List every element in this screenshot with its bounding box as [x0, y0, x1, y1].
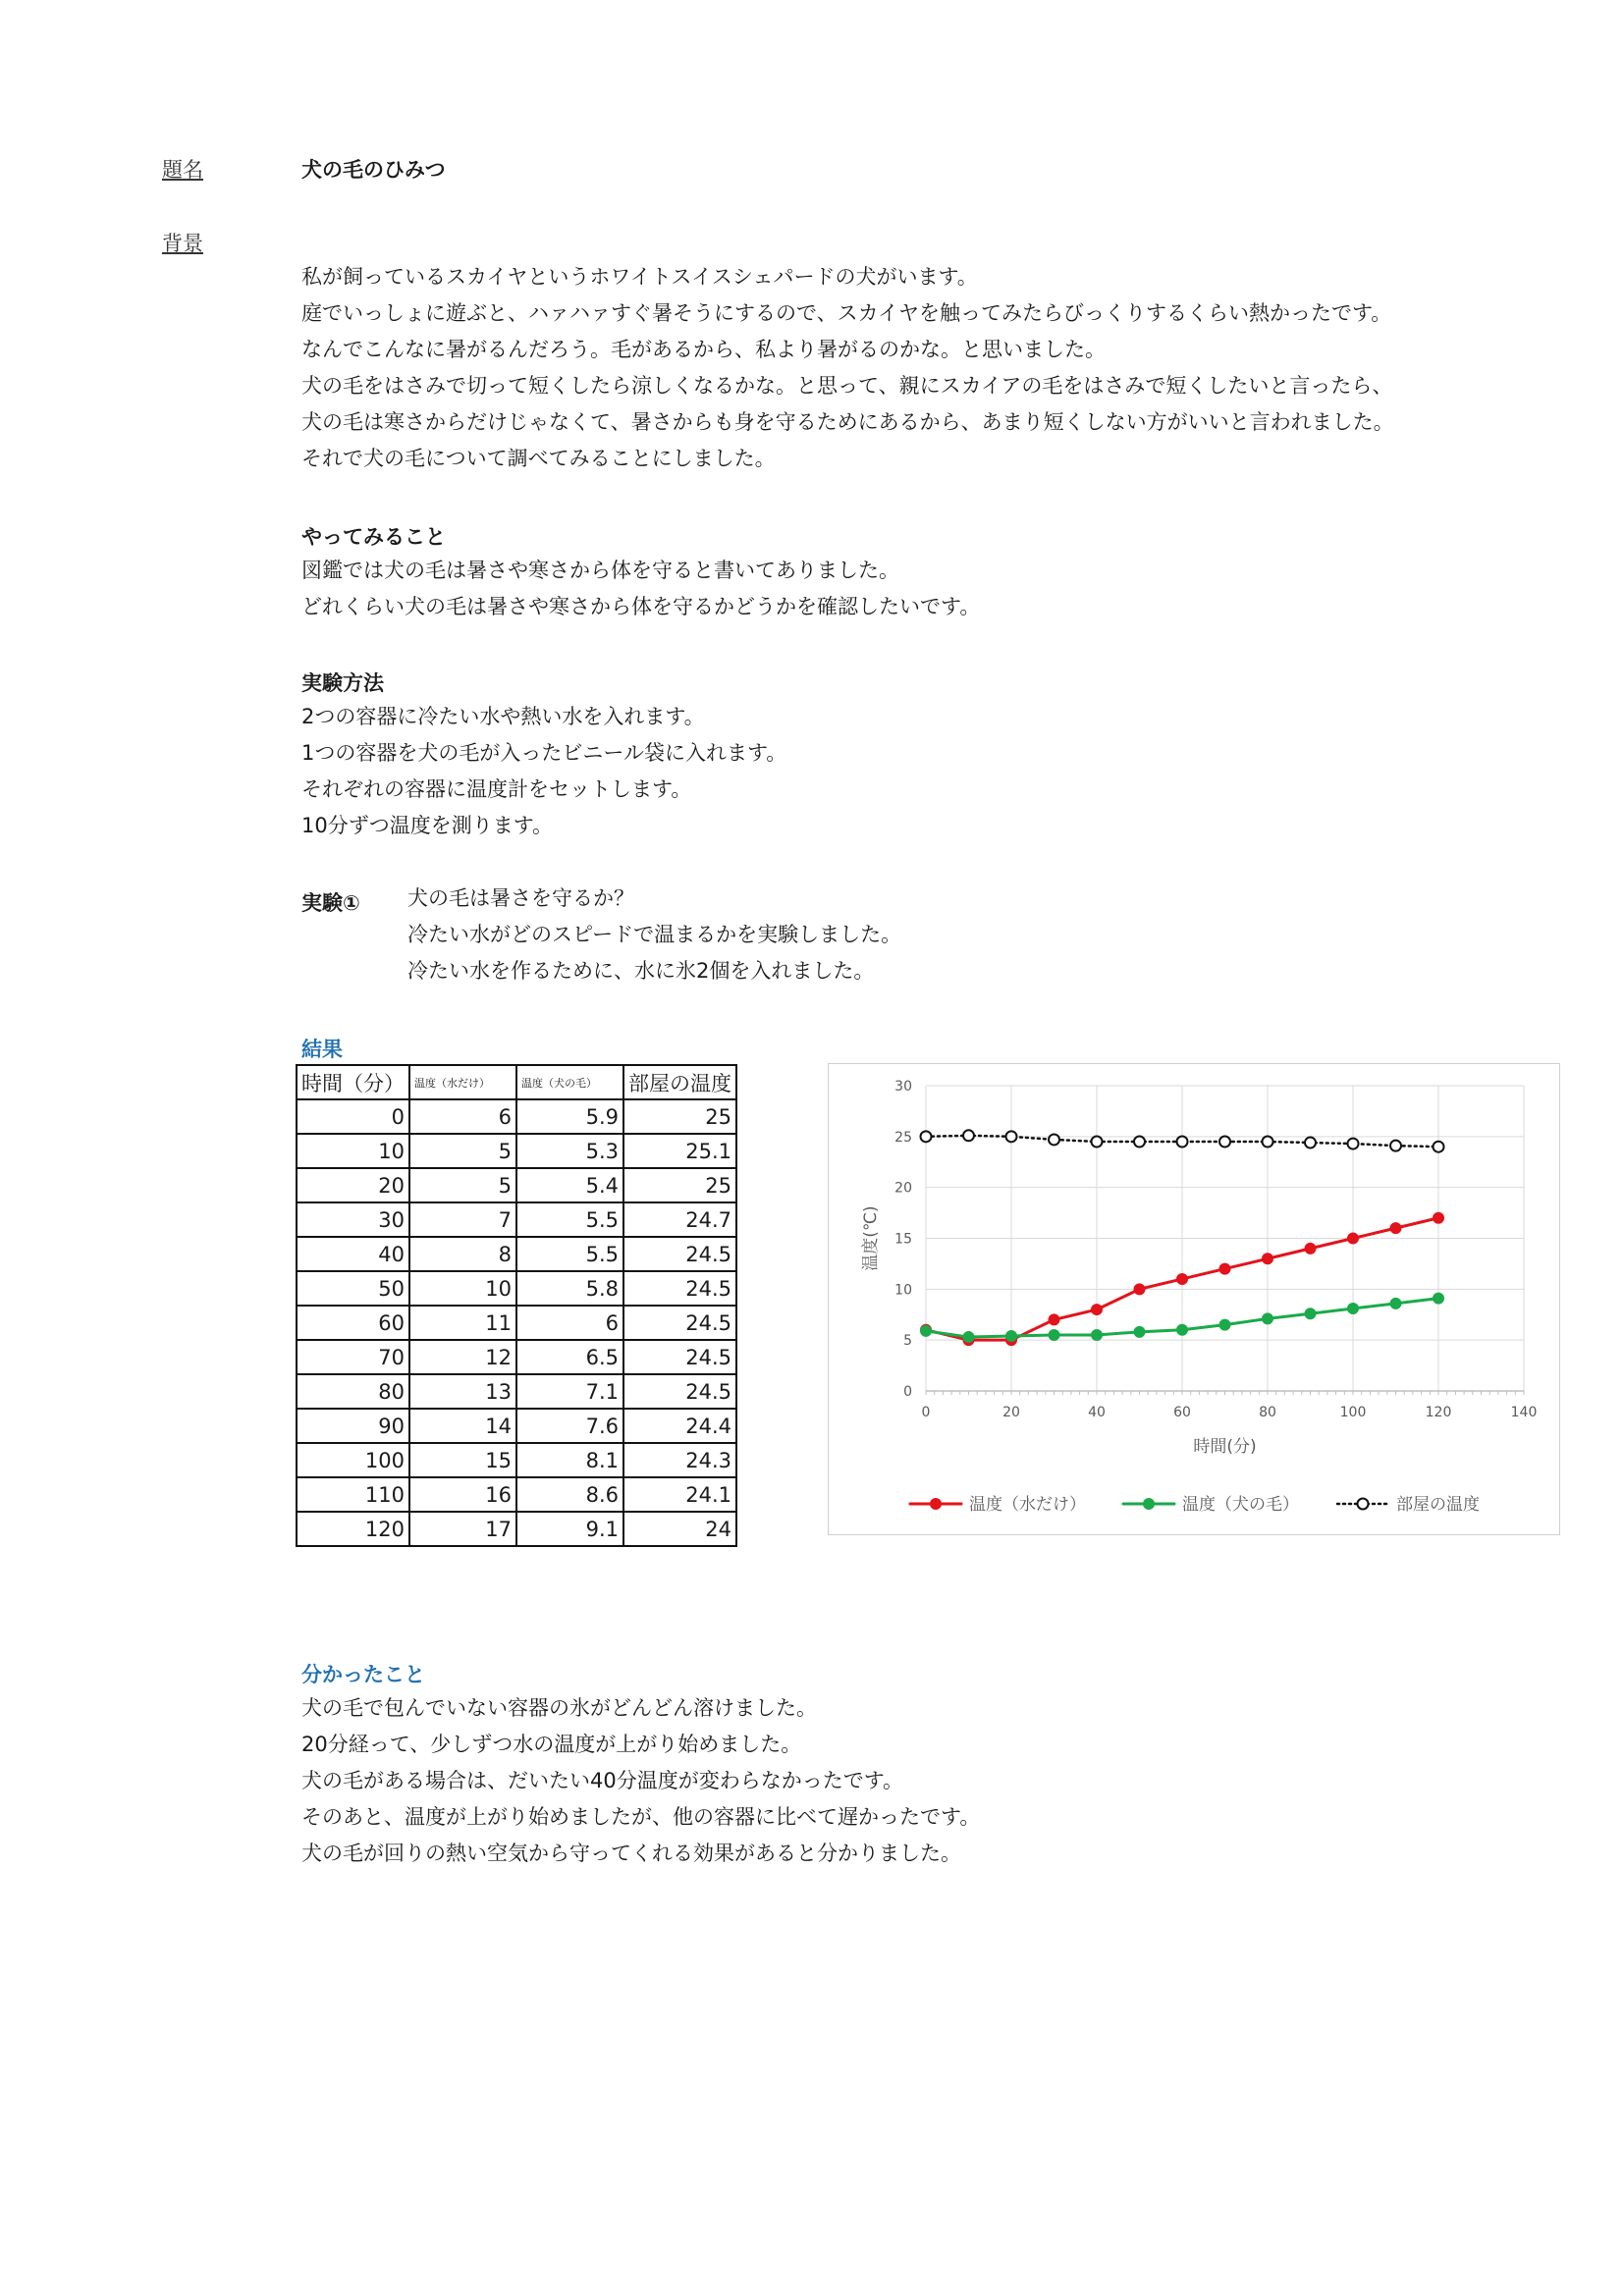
data-point	[1177, 1137, 1188, 1148]
legend-label: 温度（犬の毛）	[1182, 1495, 1299, 1515]
data-point	[1006, 1131, 1017, 1142]
try-line: どれくらい犬の毛は暑さや寒さから体を守るかどうかを確認したいです。	[301, 595, 981, 618]
table-cell: 5.9	[516, 1099, 623, 1134]
table-cell: 13	[409, 1374, 516, 1409]
y-tick-label: 30	[894, 1079, 912, 1095]
table-row	[297, 1340, 736, 1374]
table-cell: 7	[409, 1202, 516, 1237]
experiment-line: 犬の毛は暑さを守るか？	[407, 886, 634, 910]
table-cell: 11	[409, 1306, 516, 1340]
try-text	[301, 553, 980, 625]
background-text	[301, 259, 1394, 477]
x-tick-label: 80	[1259, 1405, 1276, 1420]
table-cell: 110	[297, 1477, 409, 1512]
data-point	[1390, 1223, 1401, 1234]
table-cell: 5	[409, 1134, 516, 1168]
table-row	[297, 1099, 736, 1134]
data-point	[1134, 1326, 1145, 1337]
table-header-row	[297, 1065, 736, 1099]
results-table	[296, 1064, 737, 1547]
x-tick-label: 120	[1425, 1405, 1452, 1420]
findings-line: 犬の毛で包んでいない容器の氷がどんどん溶けました。	[301, 1696, 817, 1720]
table-cell: 10	[297, 1134, 409, 1168]
background-line: なんでこんなに暑がるんだろう。毛があるから、私より暑がるのかな。と思いました。	[301, 338, 1106, 361]
table-cell: 100	[297, 1443, 409, 1477]
legend-marker	[1144, 1499, 1155, 1510]
data-point	[1219, 1319, 1230, 1330]
method-line: それぞれの容器に温度計をセットします。	[301, 777, 692, 801]
data-point	[1305, 1138, 1316, 1148]
table-cell: 5	[409, 1168, 516, 1202]
temperature-chart	[828, 1063, 1560, 1535]
background-line: 犬の毛をはさみで切って短くしたら涼しくなるかな。と思って、親にスカイアの毛をはさみで短くしたいと言ったら、	[301, 374, 1393, 398]
data-point	[1348, 1233, 1359, 1244]
table-row	[297, 1512, 736, 1546]
table-row	[297, 1443, 736, 1477]
data-point	[1305, 1308, 1316, 1319]
page-title: 犬の毛のひみつ	[301, 158, 446, 182]
data-point	[1219, 1137, 1230, 1148]
data-point	[921, 1325, 932, 1336]
data-point	[1134, 1284, 1145, 1295]
y-tick-label: 0	[903, 1384, 912, 1400]
table-row	[297, 1306, 736, 1340]
table-cell: 50	[297, 1271, 409, 1306]
x-axis-title: 時間(分)	[1193, 1437, 1257, 1457]
table-cell: 15	[409, 1443, 516, 1477]
table-cell: 24.5	[623, 1374, 736, 1409]
table-cell: 6	[516, 1306, 623, 1340]
table-cell: 9.1	[516, 1512, 623, 1546]
table-row	[297, 1374, 736, 1409]
table-cell: 7.6	[516, 1409, 623, 1443]
legend-marker	[1358, 1499, 1369, 1510]
data-point	[1348, 1304, 1359, 1314]
table-row	[297, 1409, 736, 1443]
chart-svg	[829, 1064, 1559, 1534]
try-heading: やってみること	[301, 525, 446, 549]
result-heading: 結果	[301, 1038, 343, 1061]
y-tick-label: 25	[894, 1129, 912, 1146]
table-cell: 25	[623, 1168, 736, 1202]
data-point	[1049, 1134, 1059, 1145]
title-label: 題名	[162, 158, 203, 182]
data-point	[1219, 1263, 1230, 1274]
data-point	[1263, 1137, 1273, 1148]
findings-line: そのあと、温度が上がり始めましたが、他の容器に比べて遅かったです。	[301, 1805, 981, 1829]
findings-line: 犬の毛が回りの熱い空気から守ってくれる効果があると分かりました。	[301, 1842, 961, 1865]
y-tick-label: 20	[894, 1180, 912, 1197]
y-tick-label: 15	[894, 1231, 912, 1248]
data-point	[1177, 1273, 1188, 1284]
background-line: 庭でいっしょに遊ぶと、ハァハァすぐ暑そうにするので、スカイヤを触ってみたらびっくりするくらい熱かったです。	[301, 301, 1392, 325]
data-point	[963, 1332, 974, 1343]
table-cell: 40	[297, 1237, 409, 1271]
findings-line: 犬の毛がある場合は、だいたい40分温度が変わらなかったです。	[301, 1769, 904, 1792]
data-point	[1092, 1329, 1103, 1340]
table-cell: 5.5	[516, 1202, 623, 1237]
table-cell: 5.5	[516, 1237, 623, 1271]
method-line: 10分ずつ温度を測ります。	[301, 814, 554, 837]
table-row	[297, 1134, 736, 1168]
data-point	[1263, 1313, 1273, 1324]
data-point	[1092, 1305, 1103, 1315]
table-cell: 80	[297, 1374, 409, 1409]
table-cell: 90	[297, 1409, 409, 1443]
table-cell: 24.7	[623, 1202, 736, 1237]
table-cell: 14	[409, 1409, 516, 1443]
table-row	[297, 1477, 736, 1512]
legend-marker	[931, 1499, 942, 1510]
y-tick-label: 5	[903, 1333, 912, 1350]
experiment-line: 冷たい水を作るために、水に氷2個を入れました。	[407, 959, 875, 983]
table-row	[297, 1237, 736, 1271]
data-point	[1305, 1243, 1316, 1254]
table-cell: 24.5	[623, 1306, 736, 1340]
table-cell: 25.1	[623, 1134, 736, 1168]
table-cell: 6	[409, 1099, 516, 1134]
table-cell: 24.1	[623, 1477, 736, 1512]
data-point	[1134, 1137, 1145, 1148]
data-point	[921, 1131, 932, 1142]
try-line: 図鑑では犬の毛は暑さや寒さから体を守ると書いてありました。	[301, 559, 899, 582]
table-cell: 5.8	[516, 1271, 623, 1306]
table-row	[297, 1271, 736, 1306]
table-header: 温度（水だけ）	[409, 1065, 516, 1099]
x-tick-label: 140	[1510, 1405, 1538, 1420]
table-cell: 24.4	[623, 1409, 736, 1443]
table-cell: 20	[297, 1168, 409, 1202]
data-point	[1390, 1298, 1401, 1308]
data-point	[1348, 1139, 1359, 1149]
data-point	[1434, 1212, 1444, 1223]
data-point	[1263, 1254, 1273, 1264]
table-cell: 24	[623, 1512, 736, 1546]
table-header: 温度（犬の毛）	[516, 1065, 623, 1099]
data-point	[1049, 1314, 1059, 1325]
data-point	[1049, 1329, 1059, 1340]
table-row	[297, 1168, 736, 1202]
table-cell: 24.5	[623, 1271, 736, 1306]
table-cell: 12	[409, 1340, 516, 1374]
table-cell: 7.1	[516, 1374, 623, 1409]
background-line: 私が飼っているスカイヤというホワイトスイスシェパードの犬がいます。	[301, 265, 978, 289]
x-tick-label: 100	[1339, 1405, 1367, 1420]
background-line: それで犬の毛について調べてみることにしました。	[301, 447, 776, 470]
table-cell: 70	[297, 1340, 409, 1374]
table-cell: 24.5	[623, 1237, 736, 1271]
data-point	[1434, 1142, 1444, 1152]
table-cell: 5.3	[516, 1134, 623, 1168]
method-line: 1つの容器を犬の毛が入ったビニール袋に入れます。	[301, 741, 787, 765]
background-label: 背景	[162, 232, 203, 255]
data-point	[1434, 1293, 1444, 1304]
method-line: 2つの容器に冷たい水や熱い水を入れます。	[301, 705, 705, 728]
data-point	[1390, 1141, 1401, 1151]
table-cell: 24.3	[623, 1443, 736, 1477]
table-cell: 8	[409, 1237, 516, 1271]
experiment-text	[407, 881, 901, 989]
findings-text	[301, 1690, 980, 1872]
table-cell: 10	[409, 1271, 516, 1306]
method-heading: 実験方法	[301, 671, 384, 695]
table-header: 部屋の温度	[623, 1065, 736, 1099]
table-row	[297, 1202, 736, 1237]
table-cell: 17	[409, 1512, 516, 1546]
table-cell: 24.5	[623, 1340, 736, 1374]
experiment-line: 冷たい水がどのスピードで温まるかを実験しました。	[407, 923, 902, 946]
data-point	[963, 1130, 974, 1141]
table-header: 時間（分）	[297, 1065, 409, 1099]
y-tick-label: 10	[894, 1282, 912, 1299]
data-point	[1177, 1324, 1188, 1335]
background-line: 犬の毛は寒さからだけじゃなくて、暑さからも身を守るためにあるから、あまり短くしない方がいいと言われました。	[301, 410, 1394, 434]
table-cell: 5.4	[516, 1168, 623, 1202]
legend-label: 温度（水だけ）	[969, 1495, 1086, 1515]
data-point	[1006, 1331, 1017, 1342]
table-cell: 6.5	[516, 1340, 623, 1374]
table-cell: 16	[409, 1477, 516, 1512]
x-tick-label: 0	[921, 1405, 931, 1420]
x-tick-label: 40	[1088, 1405, 1106, 1420]
findings-line: 20分経って、少しずつ水の温度が上がり始めました。	[301, 1733, 802, 1756]
legend-label: 部屋の温度	[1396, 1495, 1480, 1515]
table-cell: 8.1	[516, 1443, 623, 1477]
table-cell: 120	[297, 1512, 409, 1546]
x-tick-label: 60	[1173, 1405, 1191, 1420]
method-text	[301, 699, 786, 844]
table-cell: 8.6	[516, 1477, 623, 1512]
x-tick-label: 20	[1002, 1405, 1020, 1420]
table-cell: 60	[297, 1306, 409, 1340]
findings-heading: 分かったこと	[301, 1663, 425, 1686]
y-axis-title: 温度(℃)	[861, 1205, 881, 1271]
table-cell: 30	[297, 1202, 409, 1237]
experiment-label: 実験①	[301, 891, 360, 915]
table-cell: 25	[623, 1099, 736, 1134]
data-point	[1092, 1137, 1103, 1148]
table-cell: 0	[297, 1099, 409, 1134]
